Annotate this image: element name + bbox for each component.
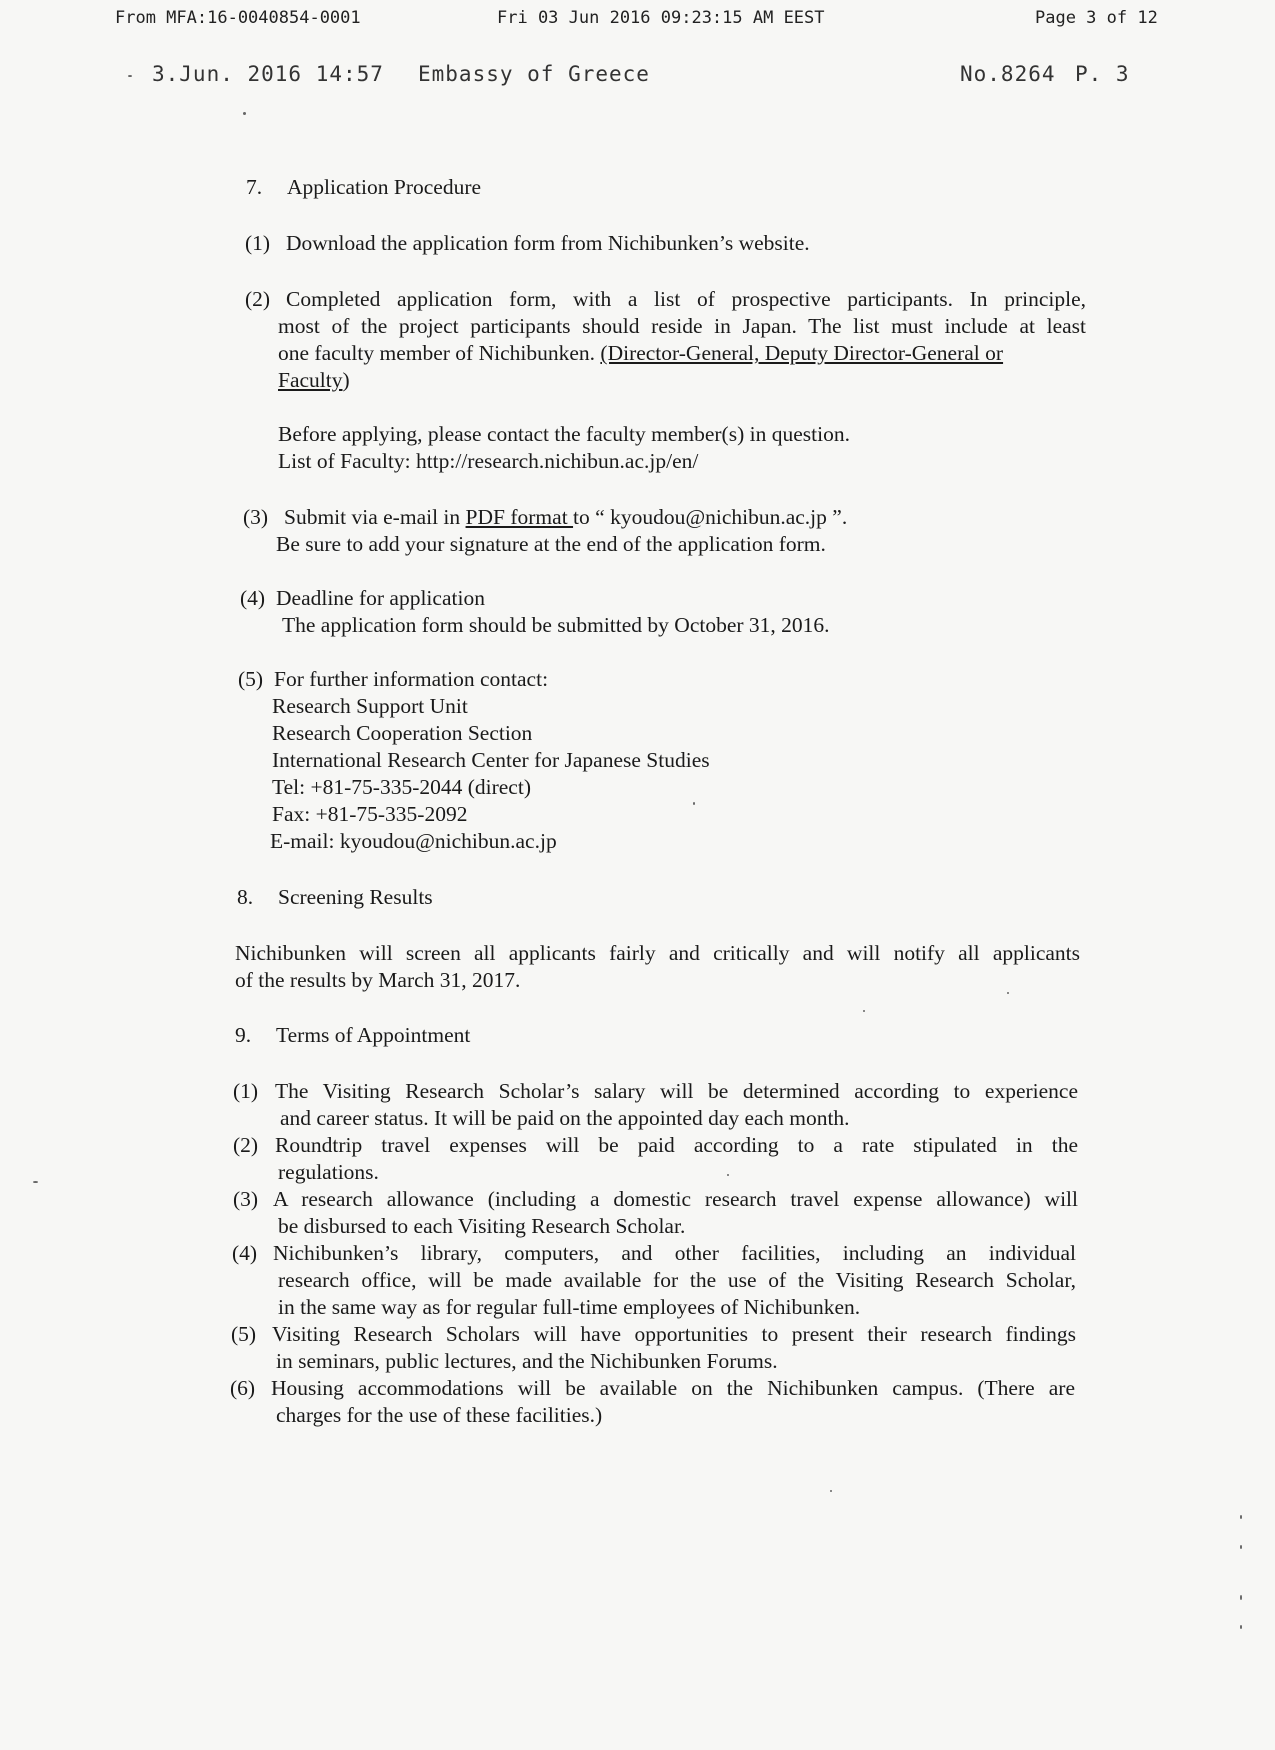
s7-item-2-line-1: Completed application form, with a list of prospective participants. In principle, — [286, 287, 1086, 311]
s7-item-2-line-2: most of the project participants should reside in Japan. The list must include at least — [278, 314, 1086, 338]
s7-item-2-line-3 — [278, 340, 1003, 367]
contact-tel: Tel: +81-75-335-2044 (direct) — [272, 775, 531, 799]
s9-item-4-line-2: research office, will be made available for the use of the Visiting Research Scholar, — [278, 1268, 1076, 1292]
s9-item-4-number: (4) — [232, 1241, 258, 1265]
s9-item-6-line-1: Housing accommodations will be available on the Nichibunken campus. (There are — [271, 1376, 1075, 1400]
s9-item-3-line-2: be disbursed to each Visiting Research Scholar. — [278, 1214, 686, 1238]
s7-item-3-number: (3) — [243, 505, 269, 529]
s9-item-1-number: (1) — [233, 1079, 259, 1103]
section-8-line-1: Nichibunken will screen all applicants fairly and critically and will notify all applicants — [235, 941, 1080, 965]
fax-sub-number: No.8264 — [960, 62, 1056, 86]
s7-item-4-line-2: The application form should be submitted by October 31, 2016. — [282, 613, 830, 637]
s7-item-3-line-1 — [284, 504, 847, 531]
s9-item-6-number: (6) — [230, 1376, 256, 1400]
s9-item-5-number: (5) — [231, 1322, 257, 1346]
section-9-title: Terms of Appointment — [276, 1023, 471, 1047]
s9-item-1-line-2: and career status. It will be paid on the appointed day each month. — [280, 1106, 850, 1130]
scan-speck — [727, 1174, 729, 1176]
s7-item-2-note-line-2: List of Faculty: http://research.nichibun.ac.jp/en/ — [278, 449, 699, 473]
s9-item-4-line-1: Nichibunken’s library, computers, and other facilities, including an individual — [273, 1241, 1076, 1265]
contact-section: Research Cooperation Section — [272, 721, 533, 745]
s9-item-6-line-2: charges for the use of these facilities.) — [276, 1403, 603, 1427]
s7-item-2-faculty-roles: (Director-General, Deputy Director-General or — [600, 341, 1004, 365]
section-8-number: 8. — [237, 885, 254, 909]
contact-organization: International Research Center for Japanese Studies — [272, 748, 710, 772]
s9-item-2-number: (2) — [233, 1133, 259, 1157]
fax-sub-date: 3.Jun. 2016 14:57 — [152, 62, 384, 86]
s9-item-5-line-2: in seminars, public lectures, and the Nichibunken Forums. — [276, 1349, 778, 1373]
section-7-title: Application Procedure — [287, 175, 482, 199]
scan-speck — [243, 112, 246, 115]
s9-item-4-line-3: in the same way as for regular full-time employees of Nichibunken. — [278, 1295, 861, 1319]
fax-from: From MFA:16-0040854-0001 — [115, 8, 361, 28]
s7-item-4-number: (4) — [240, 586, 266, 610]
s7-item-5-line-1: For further information contact: — [274, 667, 549, 691]
s7-item-2-line-4 — [278, 367, 350, 394]
s9-item-3-line-1: A research allowance (including a domestic research travel expense allowance) will — [273, 1187, 1078, 1211]
scan-speck — [33, 1181, 38, 1183]
section-9-number: 9. — [235, 1023, 252, 1047]
s9-item-3-number: (3) — [233, 1187, 259, 1211]
scan-speck — [1240, 1625, 1242, 1629]
s7-item-3-text-a: Submit via e-mail in — [284, 505, 466, 529]
scan-speck — [863, 1010, 865, 1012]
contact-email: E-mail: kyoudou@nichibun.ac.jp — [270, 829, 557, 853]
s7-item-2-number: (2) — [245, 287, 271, 311]
fax-sub-sender: Embassy of Greece — [418, 62, 650, 86]
s7-item-1-number: (1) — [245, 231, 271, 255]
scan-speck — [693, 802, 695, 805]
s7-item-2-faculty-word: Faculty — [278, 368, 343, 392]
s7-item-4-line-1: Deadline for application — [276, 586, 485, 610]
fax-sub-page: P. 3 — [1075, 62, 1130, 86]
s9-item-2-line-2: regulations. — [278, 1160, 379, 1184]
section-8-line-2: of the results by March 31, 2017. — [235, 968, 521, 992]
s7-item-1-text: Download the application form from Nichibunken’s website. — [286, 231, 810, 255]
fax-datetime: Fri 03 Jun 2016 09:23:15 AM EEST — [497, 8, 825, 28]
s7-item-3-pdf-format: PDF format — [465, 505, 574, 529]
s7-item-3-text-c: to “ kyoudou@nichibun.ac.jp ”. — [573, 505, 848, 529]
s9-item-2-line-1: Roundtrip travel expenses will be paid according to a rate stipulated in the — [275, 1133, 1078, 1157]
scan-speck — [1240, 1595, 1242, 1600]
scan-speck — [128, 75, 132, 77]
s7-item-5-number: (5) — [238, 667, 264, 691]
scan-speck — [1240, 1515, 1242, 1519]
s7-item-2-close-paren: ) — [342, 368, 350, 392]
scan-speck — [1240, 1545, 1242, 1549]
section-7-number: 7. — [246, 175, 263, 199]
scan-speck — [830, 1490, 832, 1492]
s9-item-1-line-1: The Visiting Research Scholar’s salary will be determined according to experience — [275, 1079, 1078, 1103]
s9-item-5-line-1: Visiting Research Scholars will have opportunities to present their research findings — [272, 1322, 1076, 1346]
scan-speck — [1007, 992, 1009, 994]
contact-unit: Research Support Unit — [272, 694, 468, 718]
contact-fax: Fax: +81-75-335-2092 — [272, 802, 468, 826]
fax-page: Page 3 of 12 — [1035, 8, 1158, 28]
section-8-title: Screening Results — [278, 885, 433, 909]
s7-item-3-line-2: Be sure to add your signature at the end of the application form. — [276, 532, 826, 556]
s7-item-2-note-line-1: Before applying, please contact the faculty member(s) in question. — [278, 422, 850, 446]
s7-item-2-line-3-text: one faculty member of Nichibunken. — [278, 341, 601, 365]
